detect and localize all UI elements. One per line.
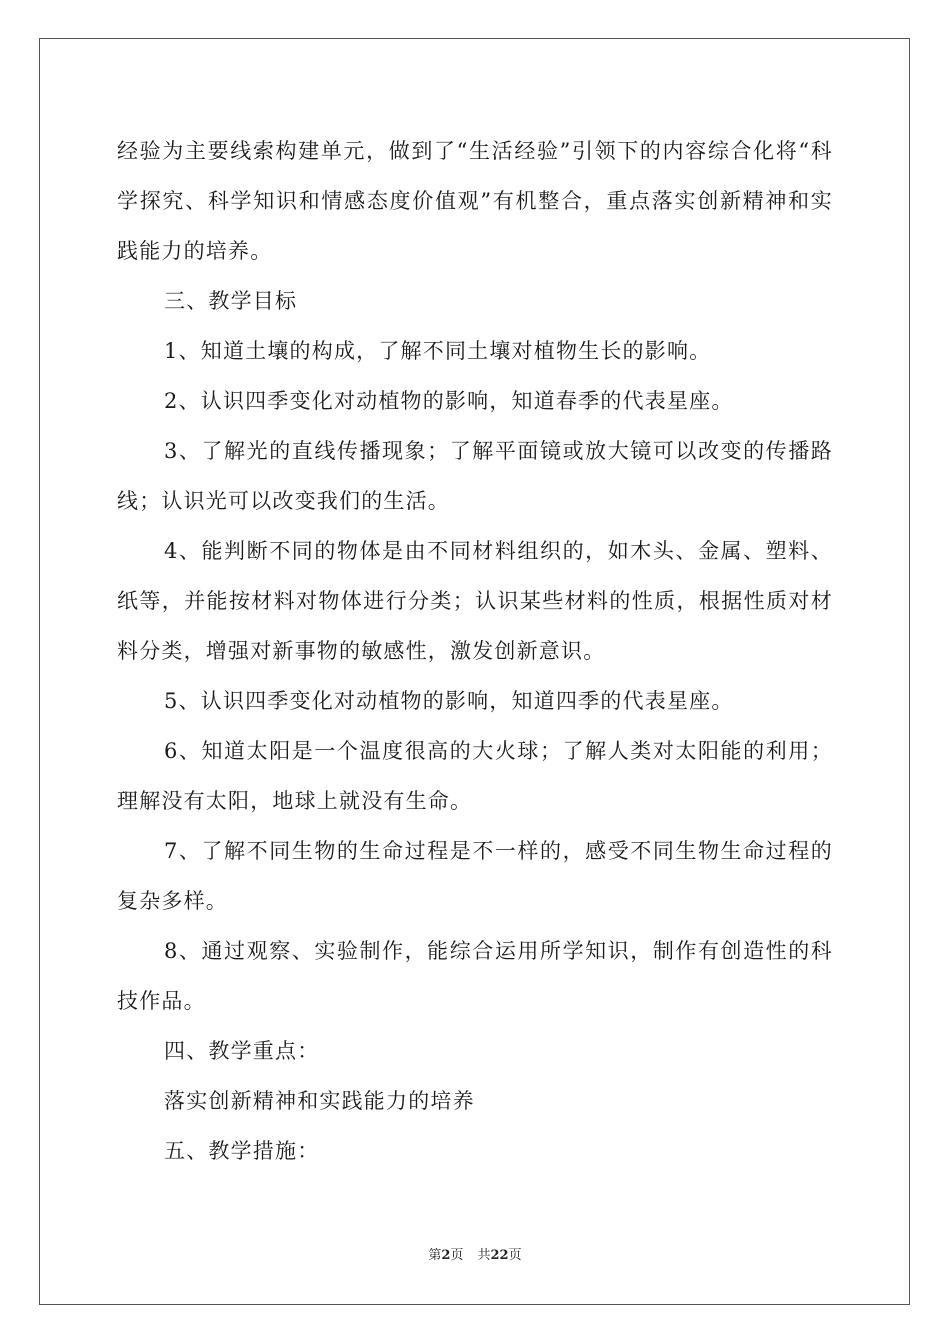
goal-item-5: 5、认识四季变化对动植物的影响，知道四季的代表星座。 [164,689,734,713]
goal-item-3: 3、了解光的直线传播现象；了解平面镜或放大镜可以改变的传播路线；认识光可以改变我们的生活。 [117,439,833,513]
focus-text: 落实创新精神和实践能力的培养 [164,1089,475,1113]
page-prefix: 第 [428,1248,442,1263]
current-page-number: 2 [441,1248,451,1263]
goal-item-4: 4、能判断不同的物体是由不同材料组织的，如木头、金属、塑料、纸等，并能按材料对物体进行分类；认识某些材料的性质，根据性质对材料分类，增强对新事物的敏感性，激发创新意识。 [117,539,833,663]
goal-item-2: 2、认识四季变化对动植物的影响，知道春季的代表星座。 [164,389,734,413]
total-prefix: 共 [477,1248,491,1263]
total-page-number: 22 [490,1248,509,1263]
heading-teaching-goals: 三、教学目标 [164,289,298,313]
heading-teaching-measures: 五、教学措施： [164,1139,320,1163]
document-body [117,126,833,1176]
goal-item-6: 6、知道太阳是一个温度很高的大火球；了解人类对太阳能的利用；理解没有太阳，地球上就没有生命。 [117,739,833,813]
page-suffix: 页 [450,1248,464,1263]
goal-item-8: 8、通过观察、实验制作，能综合运用所学知识，制作有创造性的科技作品。 [117,939,833,1013]
goal-item-1: 1、知道土壤的构成，了解不同土壤对植物生长的影响。 [164,339,712,363]
total-suffix: 页 [508,1248,522,1263]
page-footer [0,1246,950,1266]
heading-teaching-focus: 四、教学重点： [164,1039,320,1063]
goal-item-7: 7、了解不同生物的生命过程是不一样的，感受不同生物生命过程的复杂多样。 [117,839,833,913]
paragraph-intro: 经验为主要线索构建单元，做到了“生活经验”引领下的内容综合化将“科学探究、科学知识和情感态度价值观”有机整合，重点落实创新精神和实践能力的培养。 [117,139,833,263]
